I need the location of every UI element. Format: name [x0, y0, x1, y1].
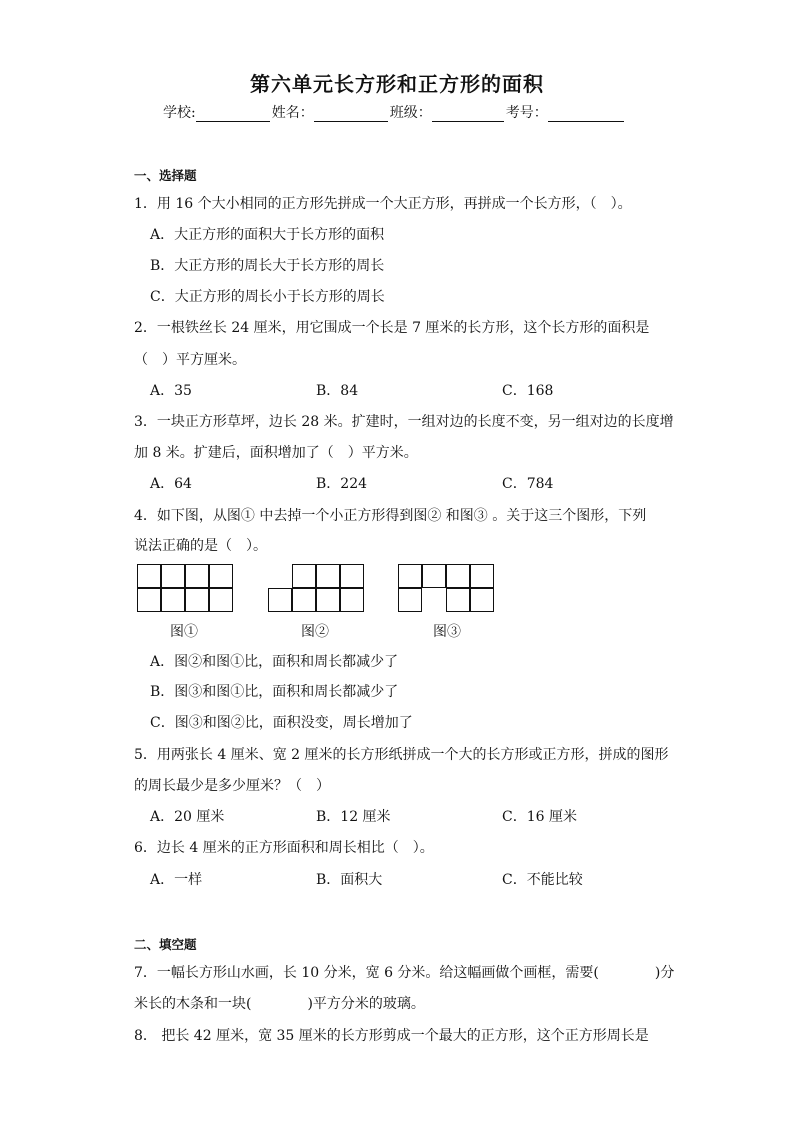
figure-2-caption: 图② — [301, 624, 329, 640]
q2-text-line2: （ ）平方厘米。 — [134, 352, 246, 368]
figure-1-caption: 图① — [170, 624, 198, 640]
q1-option-a[interactable]: A．大正方形的面积大于长方形的面积 — [150, 227, 385, 243]
grid-cell — [161, 564, 185, 588]
q3-option-c[interactable]: C．784 — [502, 476, 554, 492]
grid-cell — [137, 588, 161, 612]
q5-option-b[interactable]: B．12 厘米 — [316, 809, 391, 825]
q3-text-line2: 加 8 米。扩建后，面积增加了（ ）平方米。 — [134, 445, 418, 461]
name-label: 姓名： — [271, 105, 314, 121]
q4-option-a[interactable]: A．图②和图①比，面积和周长都减少了 — [150, 654, 399, 670]
grid-cell — [340, 588, 364, 612]
grid-cell — [137, 564, 161, 588]
grid-cell — [209, 588, 233, 612]
figure-3-grid — [398, 564, 496, 612]
q4-text-line2: 说法正确的是（ ）。 — [134, 538, 267, 554]
grid-cell — [316, 564, 340, 588]
section-choice-heading: 一、选择题 — [134, 168, 197, 183]
page-title: 第六单元长方形和正方形的面积 — [250, 72, 544, 96]
grid-cell — [340, 564, 364, 588]
school-blank[interactable] — [196, 105, 270, 122]
grid-cell — [292, 564, 316, 588]
figure-2-grid — [268, 564, 366, 612]
q5-text-line1: 5．用两张长 4 厘米、宽 2 厘米的长方形纸拼成一个大的长方形或正方形，拼成的图形 — [134, 747, 669, 763]
figure-1-grid — [137, 564, 235, 612]
q7-text-line2: 米长的木条和一块( )平方分米的玻璃。 — [134, 996, 425, 1012]
q4-option-c[interactable]: C．图③和图②比，面积没变，周长增加了 — [150, 715, 413, 731]
grid-cell — [268, 588, 292, 612]
grid-cell — [398, 564, 422, 588]
grid-cell — [470, 588, 494, 612]
q6-option-c[interactable]: C．不能比较 — [502, 872, 583, 888]
q3-option-a[interactable]: A．64 — [150, 476, 192, 492]
q6-text: 6．边长 4 厘米的正方形面积和周长相比（ ）。 — [134, 840, 434, 856]
grid-cell — [161, 588, 185, 612]
section-fill-heading: 二、填空题 — [134, 937, 197, 952]
class-label: 班级： — [389, 105, 432, 121]
grid-cell — [209, 564, 233, 588]
q3-text-line1: 3．一块正方形草坪，边长 28 米。扩建时，一组对边的长度不变，另一组对边的长度增 — [134, 414, 674, 430]
q8-text-line1: 8． 把长 42 厘米，宽 35 厘米的长方形剪成一个最大的正方形，这个正方形周长是 — [134, 1028, 649, 1044]
q6-option-a[interactable]: A．一样 — [150, 872, 203, 888]
figure-3-caption: 图③ — [433, 624, 461, 640]
grid-cell — [316, 588, 340, 612]
number-label: 考号： — [505, 105, 548, 121]
grid-cell — [422, 564, 446, 588]
q5-option-a[interactable]: A．20 厘米 — [150, 809, 225, 825]
school-label: 学校: — [163, 105, 196, 121]
q1-option-c[interactable]: C．大正方形的周长小于长方形的周长 — [150, 289, 385, 305]
student-info-row — [163, 102, 626, 122]
q4-text-line1: 4．如下图，从图① 中去掉一个小正方形得到图② 和图③ 。关于这三个图形，下列 — [134, 508, 647, 524]
grid-cell — [446, 564, 470, 588]
q2-option-a[interactable]: A．35 — [150, 383, 192, 399]
q2-text-line1: 2．一根铁丝长 24 厘米，用它围成一个长是 7 厘米的长方形，这个长方形的面积是 — [134, 320, 650, 336]
name-blank[interactable] — [314, 105, 388, 122]
q7-text-line1: 7．一幅长方形山水画，长 10 分米，宽 6 分米。给这幅画做个画框，需要( )分 — [134, 965, 675, 981]
q6-option-b[interactable]: B．面积大 — [316, 872, 383, 888]
q5-option-c[interactable]: C．16 厘米 — [502, 809, 577, 825]
q4-option-b[interactable]: B．图③和图①比，面积和周长都减少了 — [150, 684, 399, 700]
number-blank[interactable] — [548, 105, 624, 122]
grid-cell — [446, 588, 470, 612]
q3-option-b[interactable]: B．224 — [316, 476, 368, 492]
grid-cell — [292, 588, 316, 612]
grid-cell — [185, 564, 209, 588]
q5-text-line2: 的周长最少是多少厘米？（ ） — [134, 778, 330, 794]
class-blank[interactable] — [432, 105, 504, 122]
q2-option-b[interactable]: B．84 — [316, 383, 359, 399]
grid-cell — [470, 564, 494, 588]
q2-option-c[interactable]: C．168 — [502, 383, 554, 399]
grid-cell — [185, 588, 209, 612]
q1-option-b[interactable]: B．大正方形的周长大于长方形的周长 — [150, 258, 385, 274]
q1-text: 1．用 16 个大小相同的正方形先拼成一个大正方形，再拼成一个长方形，（ ）。 — [134, 196, 632, 212]
grid-cell — [398, 588, 422, 612]
